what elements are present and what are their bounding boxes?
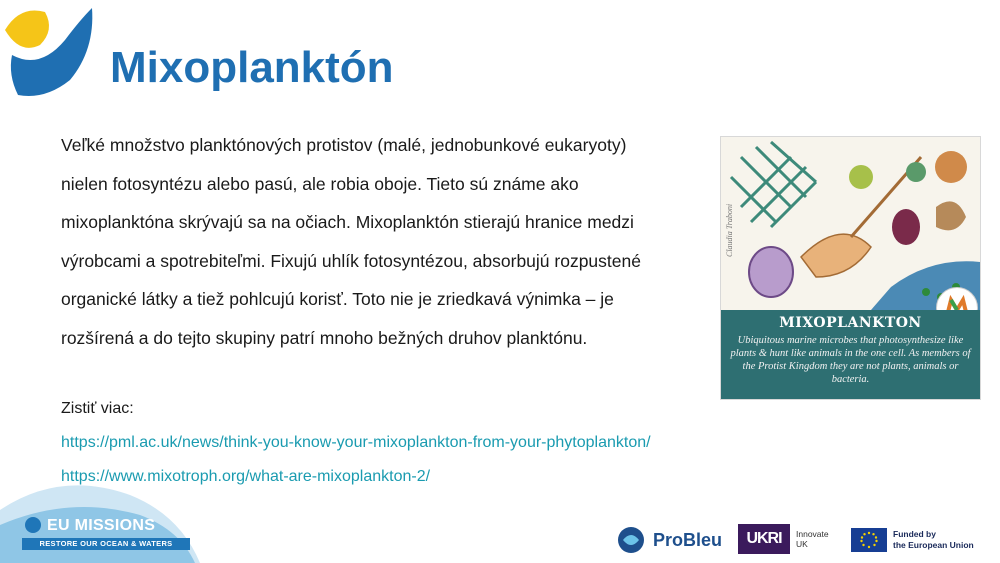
artist-signature: Claudia Traboni [725,203,734,257]
plankton-illustration [721,137,980,310]
body-line: nielen fotosyntézu alebo pasú, ale robia oboje. Tieto sú známe ako [61,173,579,194]
ukri-logo [738,524,836,554]
eu-flag-icon [851,528,887,552]
body-line: mixoplanktóna skrývajú sa na očiach. Mixoplanktón stierajú hranice medzi [61,212,634,232]
body-line: rozšírená a do tejto skupiny patrí mnoho bežných druhov planktónu. [61,327,588,348]
body-line: Veľké množstvo planktónových protistov (malé, jednobunkové eukaryoty) [61,135,627,155]
page-title: Mixoplanktón [110,43,394,92]
innovate-uk-label: Innovate UK [796,529,829,549]
probleu-label: ProBleu [653,529,723,550]
brand-logo-icon [0,0,100,100]
body-line: organické látky a tiež pohlcujú korisť. Toto nie je zriedkavá výnimka – je [61,289,614,309]
learn-more-label: Zistiť viac: [61,400,134,417]
body-line: výrobcami a spotrebiteľmi. Fixujú uhlík fotosyntézou, absorbujú rozpustené [61,250,641,271]
body-paragraph [61,126,691,357]
link-mixotroph[interactable]: https://www.mixotroph.org/what-are-mixoplankton-2/ [61,468,431,485]
eu-missions-label: EU MISSIONS [47,517,156,534]
eu-funding-logo [851,528,974,552]
card-caption [721,310,980,399]
eu-funded-line1: Funded by [893,529,936,539]
probleu-logo [615,524,722,556]
card-title: MIXOPLANKTON [779,315,922,331]
probleu-icon [615,524,647,556]
card-description: Ubiquitous marine microbes that photosynthesize like plants & hunt like animals in the one cell. As members of the Protist Kingdom they are not plants, animals or bacteria. [730,335,971,385]
ukri-label: UKRI [738,524,790,554]
eu-funded-line2: the European Union [893,540,974,550]
link-pml[interactable]: https://pml.ac.uk/news/think-you-know-your-mixoplankton-from-your-phytoplankton/ [61,434,651,451]
mixoplankton-card [720,136,981,400]
eu-missions-sub: RESTORE OUR OCEAN & WATERS [22,538,190,550]
